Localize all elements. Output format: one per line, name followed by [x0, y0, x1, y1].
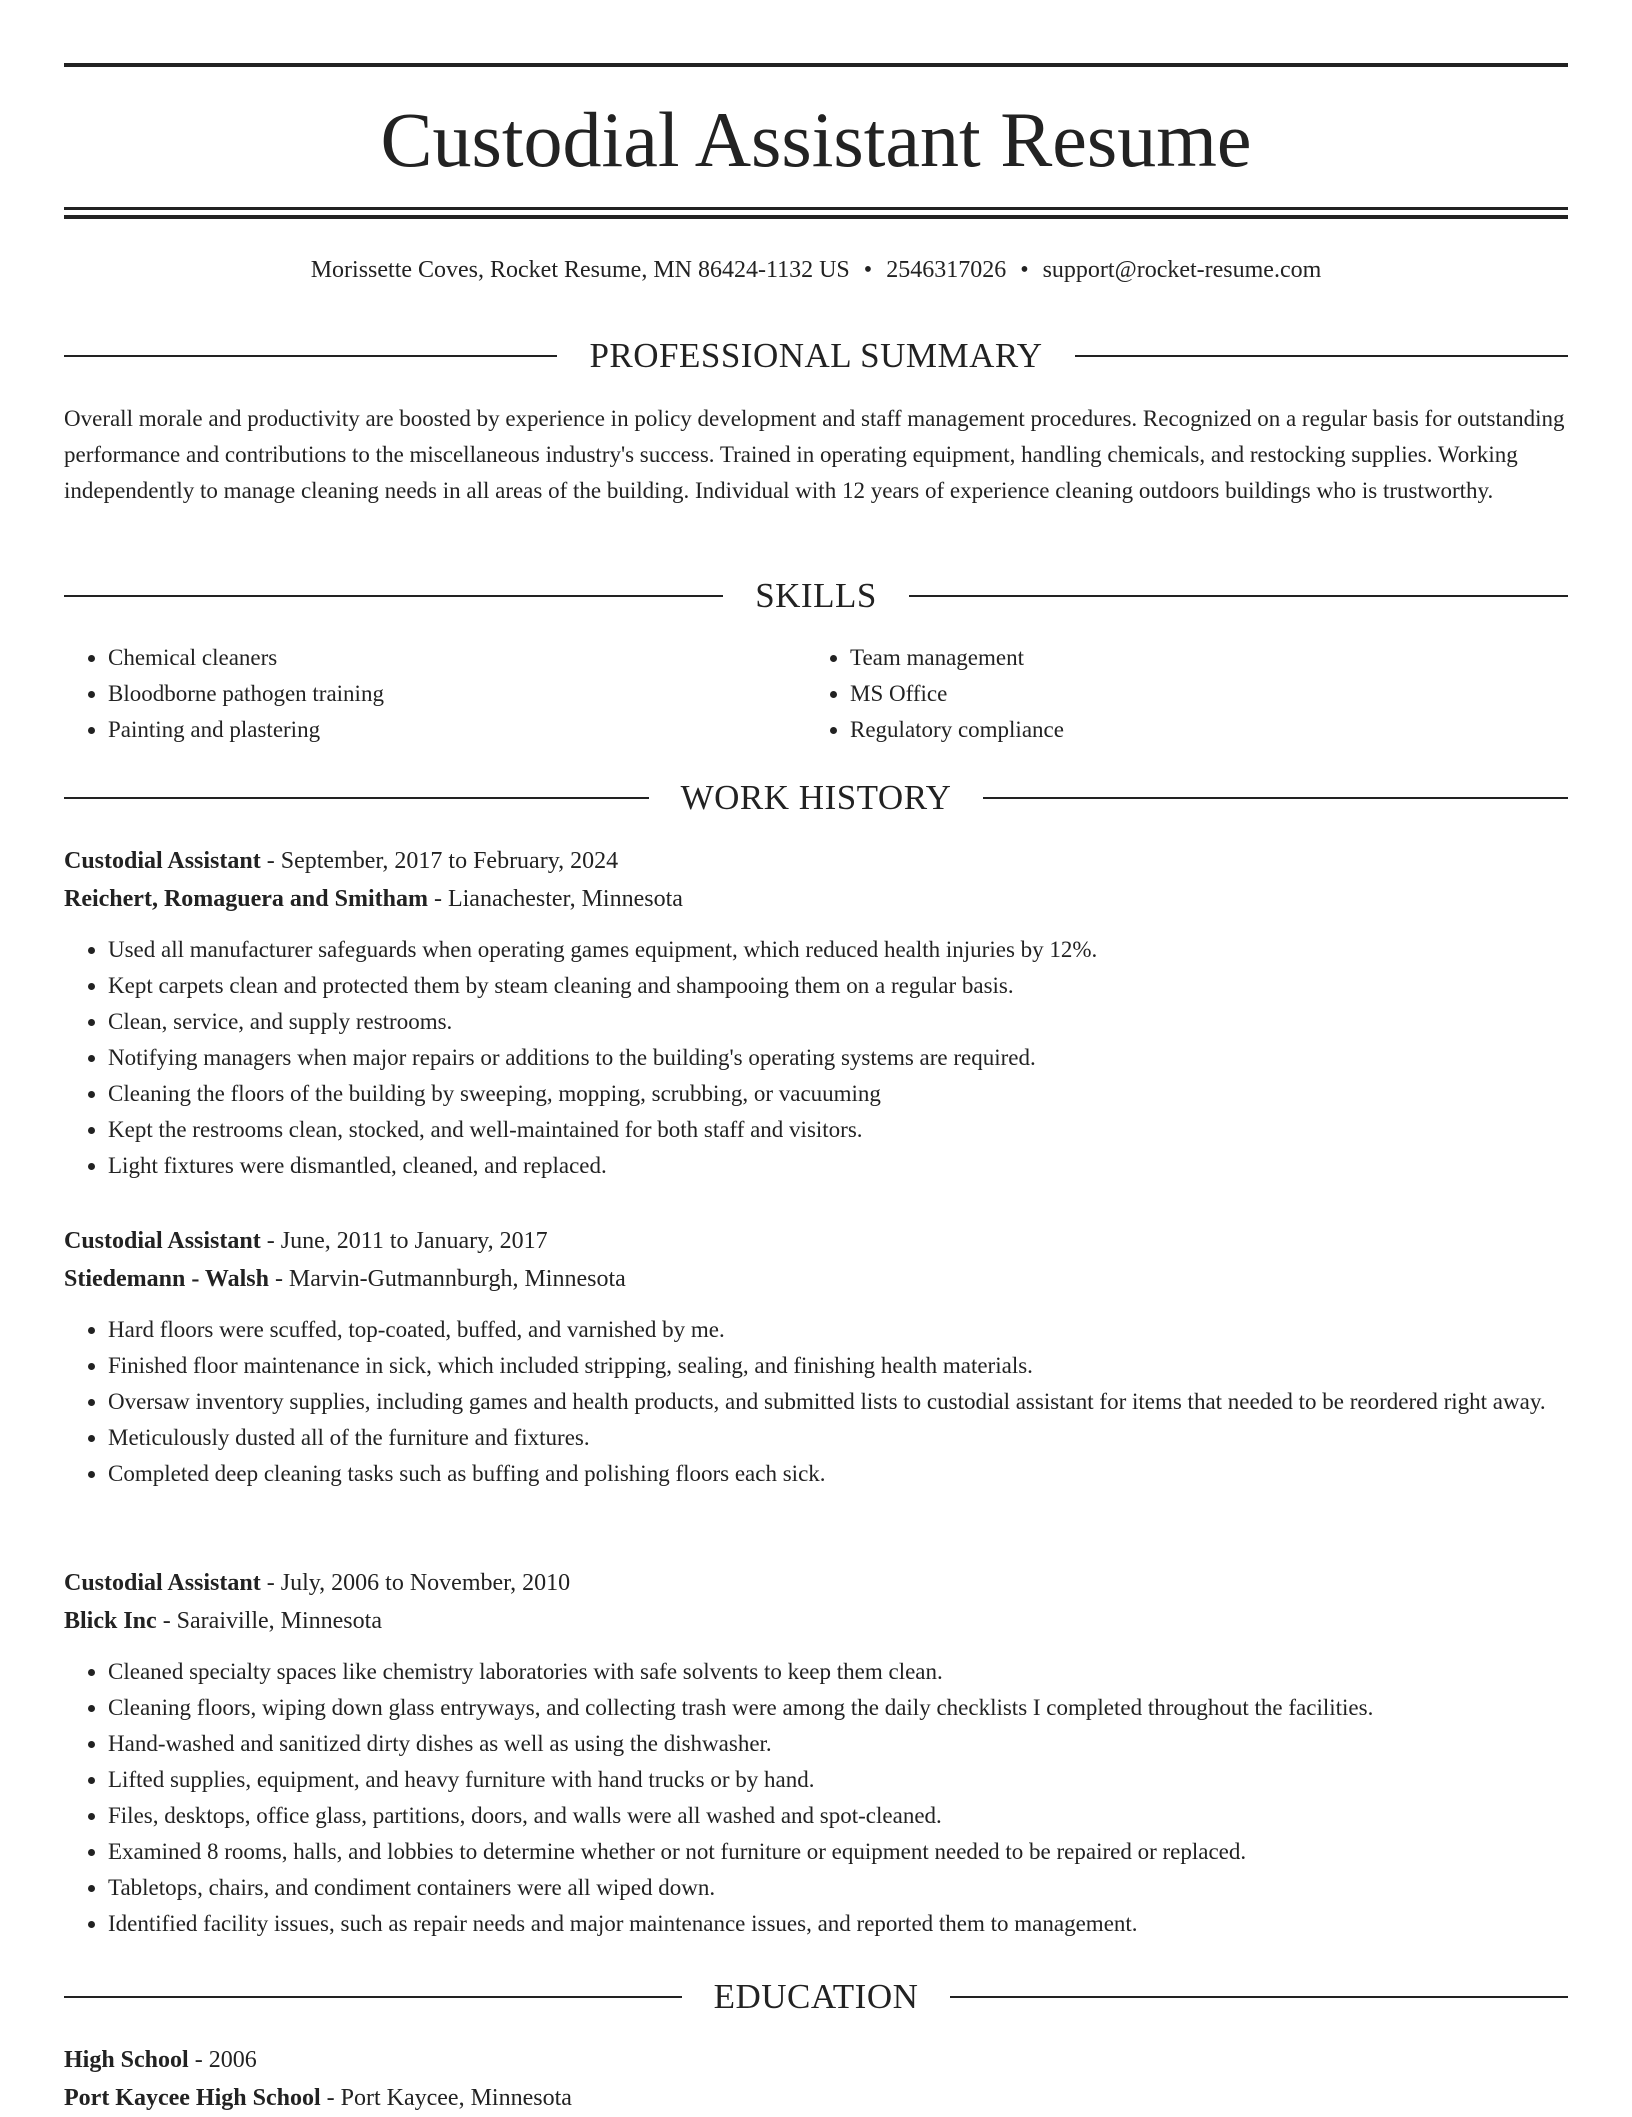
education-school: Port Kaycee High School [64, 2085, 321, 2111]
skill-item: • MS Office [850, 676, 1548, 712]
job-company-line [64, 880, 1568, 918]
education-degree-line [64, 2041, 1568, 2079]
contact-email: support@rocket-resume.com [1042, 257, 1322, 283]
list-item: • Files, desktops, office glass, partitions, doors, and walls were all washed and spot-cleaned. [108, 1798, 1568, 1834]
list-item: • Clean, service, and supply restrooms. [108, 1004, 1568, 1040]
education-entry [64, 2041, 1568, 2117]
list-item: • Light fixtures were dismantled, cleaned, and replaced. [108, 1148, 1568, 1184]
contact-address: Morissette Coves, Rocket Resume, MN 86424-1132 US [310, 257, 850, 283]
title-rule-lower [64, 215, 1568, 219]
heading-rule-right [1075, 355, 1568, 357]
list-item: • Meticulously dusted all of the furniture and fixtures. [108, 1420, 1568, 1456]
list-item: • Kept the restrooms clean, stocked, and well-maintained for both staff and visitors. [108, 1112, 1568, 1148]
list-item: • Lifted supplies, equipment, and heavy furniture with hand trucks or by hand. [108, 1762, 1568, 1798]
heading-rule-left [64, 797, 649, 799]
list-item: • Completed deep cleaning tasks such as buffing and polishing floors each sick. [108, 1456, 1568, 1492]
skills-column-left [64, 640, 806, 748]
heading-rule-right [950, 1996, 1568, 1998]
section-title: SKILLS [755, 576, 877, 615]
job-location: - Saraiville, Minnesota [156, 1608, 382, 1634]
summary-text: Overall morale and productivity are boosted by experience in policy development and staff management procedures. Recognized on a regular basis for outstanding performance and contributions to the miscellaneous industry's success. Trained in operating equipment, handling chemicals, and restocking supplies. Working independently to manage cleaning needs in all areas of the building. Individual with 12 years of experience cleaning outdoors buildings who is trustworthy. [64, 406, 1565, 503]
heading-rule-right [909, 595, 1568, 597]
job-bullets [64, 1654, 1568, 1942]
education-year: - 2006 [188, 2047, 257, 2073]
job-title-line [64, 842, 1568, 880]
heading-rule-left [64, 595, 723, 597]
job-title: Custodial Assistant [64, 1570, 261, 1596]
top-rule [64, 63, 1568, 67]
list-item: • Identified facility issues, such as repair needs and major maintenance issues, and reported them to management. [108, 1906, 1568, 1942]
list-item: • Tabletops, chairs, and condiment containers were all wiped down. [108, 1870, 1568, 1906]
list-item: • Oversaw inventory supplies, including games and health products, and submitted lists to custodial assistant for items that needed to be reordered right away. [108, 1384, 1568, 1420]
skill-item: • Chemical cleaners [108, 640, 806, 676]
contact-line [64, 254, 1568, 286]
list-item: • Examined 8 rooms, halls, and lobbies to determine whether or not furniture or equipment needed to be repaired or replaced. [108, 1834, 1568, 1870]
heading-rule-left [64, 1996, 682, 1998]
job-bullets [64, 932, 1568, 1184]
contact-separator: • [863, 257, 873, 283]
section-heading-education [64, 1975, 1568, 2019]
skills-list [64, 640, 1568, 748]
job-title-line [64, 1222, 1568, 1260]
contact-phone: 2546317026 [886, 257, 1007, 283]
job-company: Blick Inc [64, 1608, 157, 1634]
heading-rule-left [64, 355, 557, 357]
job-title: Custodial Assistant [64, 1228, 261, 1254]
page-title: Custodial Assistant Resume [380, 96, 1252, 183]
job-bullets [64, 1312, 1568, 1492]
job-company: Stiedemann - Walsh [64, 1266, 269, 1292]
list-item: • Cleaned specialty spaces like chemistry laboratories with safe solvents to keep them clean. [108, 1654, 1568, 1690]
job-title: Custodial Assistant [64, 848, 261, 874]
skill-item: • Bloodborne pathogen training [108, 676, 806, 712]
job-location: - Lianachester, Minnesota [427, 886, 683, 912]
job-entry [64, 1564, 1568, 1942]
education-school-line [64, 2079, 1568, 2117]
section-title: WORK HISTORY [680, 778, 952, 817]
section-heading-skills [64, 574, 1568, 618]
job-title-line [64, 1564, 1568, 1602]
job-entry [64, 1222, 1568, 1492]
job-dates: - July, 2006 to November, 2010 [260, 1570, 571, 1596]
job-location: - Marvin-Gutmannburgh, Minnesota [268, 1266, 626, 1292]
list-item: • Finished floor maintenance in sick, which included stripping, sealing, and finishing health materials. [108, 1348, 1568, 1384]
job-company: Reichert, Romaguera and Smitham [64, 886, 428, 912]
job-company-line [64, 1260, 1568, 1298]
job-entry [64, 842, 1568, 1184]
skill-item: • Painting and plastering [108, 712, 806, 748]
job-company-line [64, 1602, 1568, 1640]
education-location: - Port Kaycee, Minnesota [320, 2085, 572, 2111]
job-dates: - September, 2017 to February, 2024 [260, 848, 619, 874]
contact-separator: • [1020, 257, 1029, 283]
list-item: • Notifying managers when major repairs or additions to the building's operating systems are required. [108, 1040, 1568, 1076]
list-item: • Kept carpets clean and protected them by steam cleaning and shampooing them on a regular basis. [108, 968, 1568, 1004]
job-dates: - June, 2011 to January, 2017 [260, 1228, 548, 1254]
skills-column-right [806, 640, 1548, 748]
list-item: • Hard floors were scuffed, top-coated, buffed, and varnished by me. [108, 1312, 1568, 1348]
skill-item: • Regulatory compliance [850, 712, 1548, 748]
heading-rule-right [983, 797, 1568, 799]
list-item: • Hand-washed and sanitized dirty dishes as well as using the dishwasher. [108, 1726, 1568, 1762]
skill-item: • Team management [850, 640, 1548, 676]
list-item: • Cleaning the floors of the building by sweeping, mopping, scrubbing, or vacuuming [108, 1076, 1568, 1112]
section-heading-summary [64, 334, 1568, 378]
education-degree: High School [64, 2047, 189, 2073]
section-title: EDUCATION [713, 1977, 919, 2016]
section-heading-work-history [64, 776, 1568, 820]
list-item: • Used all manufacturer safeguards when operating games equipment, which reduced health injuries by 12%. [108, 932, 1568, 968]
title-rule-upper [64, 207, 1568, 210]
section-title: PROFESSIONAL SUMMARY [589, 336, 1043, 375]
list-item: • Cleaning floors, wiping down glass entryways, and collecting trash were among the daily checklists I completed throughout the facilities. [108, 1690, 1568, 1726]
